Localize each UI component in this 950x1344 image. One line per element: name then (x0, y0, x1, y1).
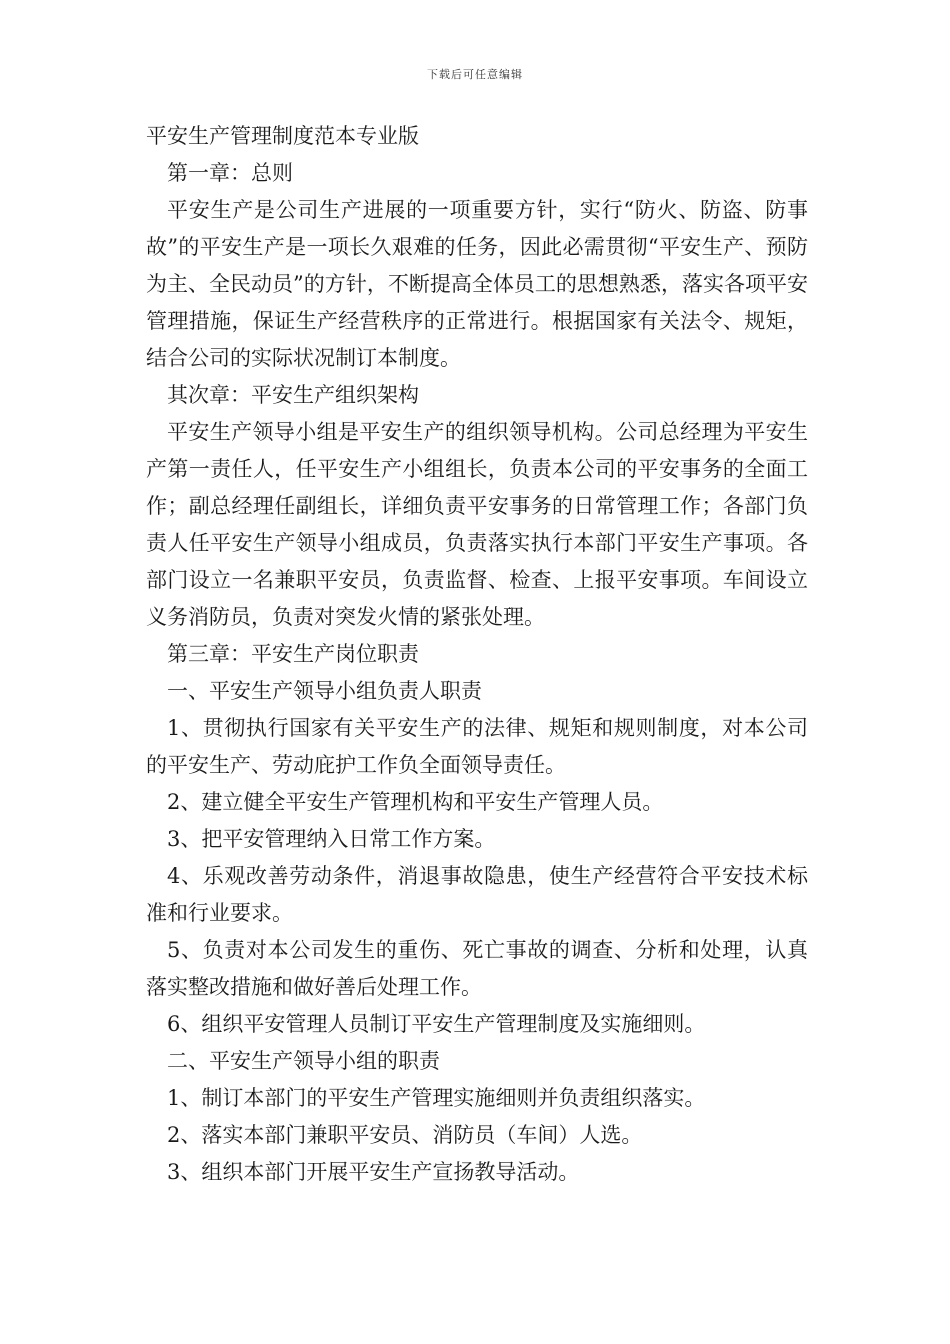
list-item: 1、制订本部门的平安生产管理实施细则并负责组织落实。 (167, 1086, 706, 1110)
section-heading: 一、平安生产领导小组负责人职责 (167, 679, 482, 703)
list-item: 1、贯彻执行国家有关平安生产的法律、规矩和规则制度，对本公司的平安生产、劳动庇护工作负全面领导责任。 (146, 716, 808, 777)
list-item: 4、乐观改善劳动条件，消退事故隐患，使生产经营符合平安技术标准和行业要求。 (146, 864, 808, 925)
list-item: 5、负责对本公司发生的重伤、死亡事故的调查、分析和处理，认真落实整改措施和做好善后处理工作。 (146, 938, 808, 999)
list-item: 3、把平安管理纳入日常工作方案。 (167, 827, 496, 851)
chapter-heading: 第三章：平安生产岗位职责 (167, 642, 419, 666)
chapter-heading: 其次章：平安生产组织架构 (167, 383, 419, 407)
list-item: 3、组织本部门开展平安生产宣扬教导活动。 (167, 1160, 580, 1184)
list-item: 2、落实本部门兼职平安员、消防员（车间）人选。 (167, 1123, 643, 1147)
paragraph: 平安生产领导小组是平安生产的组织领导机构。公司总经理为平安生产第一责任人，任平安生产小组组长，负责本公司的平安事务的全面工作；副总经理任副组长，详细负责平安事务的日常管理工作；各部门负责人任平安生产领导小组成员，负责落实执行本部门平安生产事项。各部门设立一名兼职平安员，负责监督、检查、上报平安事项。车间设立义务消防员，负责对突发火情的紧张处理。 (146, 420, 808, 629)
section-heading: 二、平安生产领导小组的职责 (167, 1049, 440, 1073)
list-item: 6、组织平安管理人员制订平安生产管理制度及实施细则。 (167, 1012, 706, 1036)
page-header-note: 下载后可任意编辑 (427, 68, 523, 81)
paragraph: 平安生产是公司生产进展的一项重要方针，实行“防火、防盗、防事故”的平安生产是一项长久艰难的任务，因此必需贯彻“平安生产、预防为主、全民动员”的方针，不断提高全体员工的思想熟悉，落实各项平安管理措施，保证生产经营秩序的正常进行。根据国家有关法令、规矩，结合公司的实际状况制订本制度。 (146, 198, 808, 370)
chapter-heading: 第一章：总则 (167, 161, 293, 185)
list-item: 2、建立健全平安生产管理机构和平安生产管理人员。 (167, 790, 664, 814)
document-title: 平安生产管理制度范本专业版 (146, 124, 419, 148)
document-body (146, 118, 808, 1191)
